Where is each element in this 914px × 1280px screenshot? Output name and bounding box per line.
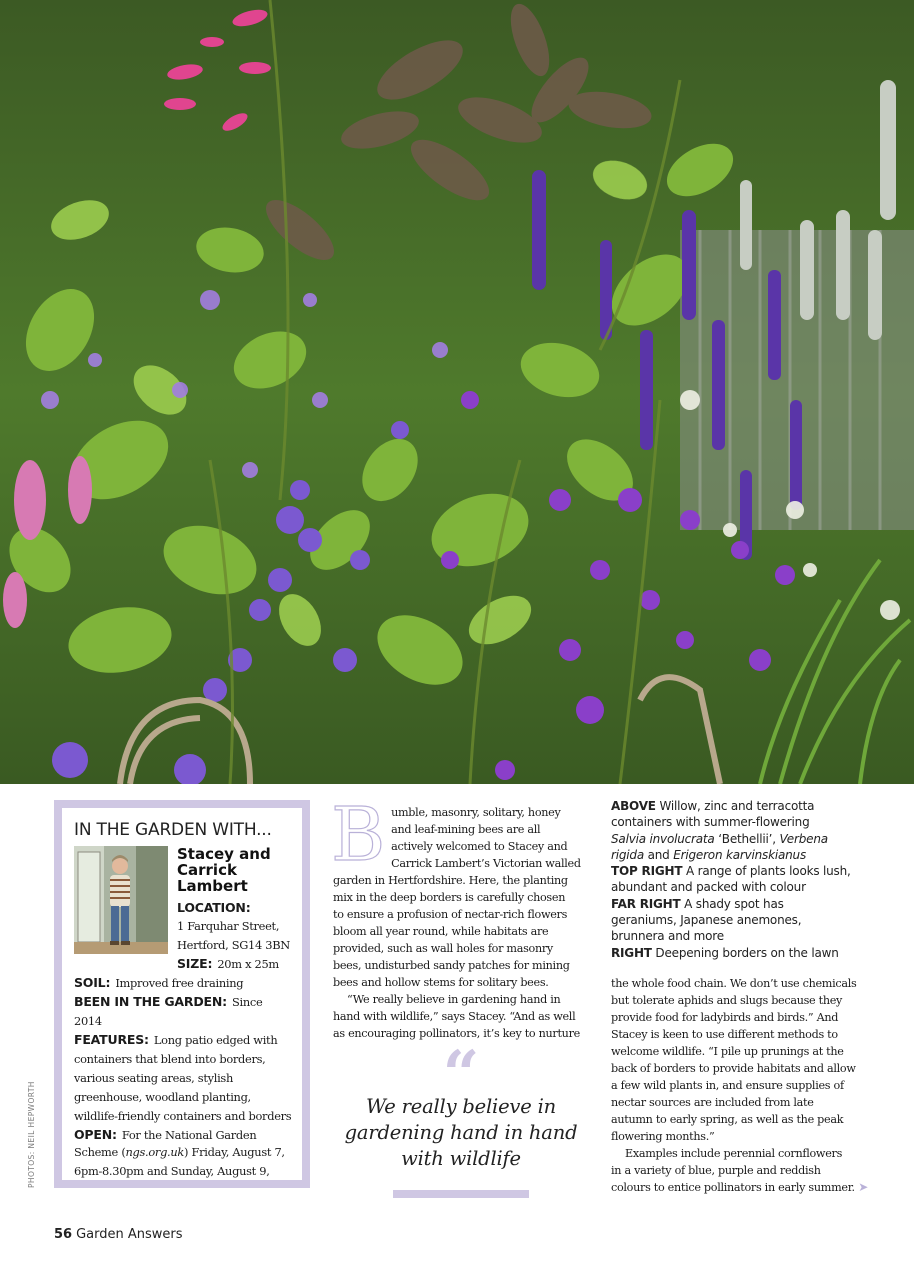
caption-right-l1: Deepening borders on the lawn	[655, 945, 839, 960]
location-label: LOCATION:	[177, 900, 251, 915]
open-line1: For the National Garden	[121, 1128, 257, 1142]
caption-above-label: ABOVE	[611, 799, 656, 813]
p1-line-1: umble, masonry, solitary, honey	[391, 806, 561, 819]
photo-captions	[611, 798, 873, 961]
article-paragraph-3	[611, 975, 873, 1145]
quote-marks-icon: “	[442, 1037, 480, 1112]
open-line3: 6pm-8.30pm and Sunday, August 9,	[74, 1164, 270, 1178]
soil-label: SOIL:	[74, 975, 111, 990]
pull-quote-rule	[393, 1190, 529, 1198]
caption-above-l2: containers with summer-flowering	[611, 815, 810, 830]
open-line2-pre: Scheme (	[74, 1145, 126, 1159]
caption-farright-l1: A shady spot has	[684, 896, 784, 911]
caption-above-l3-i2: Verbena	[779, 831, 828, 846]
caption-farright-label: FAR RIGHT	[611, 896, 681, 911]
caption-above-l1: Willow, zinc and terracotta	[659, 799, 815, 813]
pull-quote-line3: with wildlife	[401, 1147, 521, 1170]
open-label: OPEN:	[74, 1127, 117, 1142]
p2-line-3: as encouraging pollinators, it’s key to nurture	[333, 1027, 580, 1040]
location-line2: Hertford, SG14 3BN	[177, 938, 290, 952]
p1-line-11: bees and hollow stems for solitary bees.	[333, 976, 549, 989]
caption-topright-l1: A range of plants looks lush,	[685, 864, 851, 879]
article-column-2	[331, 792, 589, 1042]
info-box-heading: IN THE GARDEN WITH...	[74, 820, 272, 840]
been-label: BEEN IN THE GARDEN:	[74, 994, 227, 1009]
info-box	[54, 800, 310, 1188]
caption-above-l4-i2: Erigeron karvinskianus	[673, 847, 806, 862]
p1-line-5: garden in Hertfordshire. Here, the planting	[333, 874, 568, 887]
p3-line-7: a few wild plants in, and ensure supplies of	[611, 1078, 844, 1092]
owner-name-line1: Stacey and	[177, 845, 271, 863]
open-line2-post: ) Friday, August 7,	[184, 1145, 285, 1159]
p3-line-3: provide food for ladybirds and birds.” And	[611, 1010, 839, 1024]
features-line2: containers that blend into borders,	[74, 1052, 266, 1066]
p3-line-6: back of borders to provide habitats and allow	[611, 1061, 856, 1075]
article-column-3	[611, 798, 873, 1196]
size-label: SIZE:	[177, 956, 213, 971]
caption-farright-l3: brunnera and more	[611, 929, 724, 944]
p1-line-10: bees, undisturbed sandy patches for mining	[333, 959, 570, 972]
location-line1: 1 Farquhar Street,	[177, 919, 280, 933]
article-paragraph-2	[333, 991, 589, 1042]
p1-line-7: to ensure a profusion of nectar-rich flowers	[333, 908, 568, 921]
features-line3: various seating areas, stylish	[74, 1071, 234, 1085]
owner-name-line2: Carrick	[177, 861, 237, 879]
ngs-link[interactable]: ngs.org.uk	[125, 1145, 185, 1159]
p1-line-6: mix in the deep borders is carefully chosen	[333, 891, 566, 904]
photo-credit: PHOTOS: NEIL HEPWORTH	[27, 1081, 36, 1188]
features-line1: Long patio edged with	[153, 1033, 278, 1047]
p3-line-10: flowering months.”	[611, 1129, 715, 1143]
p4-line-3: colours to entice pollinators in early summer.	[611, 1180, 855, 1194]
p4-line-2: in a variety of blue, purple and reddish	[611, 1163, 821, 1177]
p3-line-9: autumn to early spring, as well as the peak	[611, 1112, 844, 1126]
owner-portrait	[74, 846, 168, 954]
magazine-name: Garden Answers	[76, 1227, 183, 1242]
caption-above-l4-i1: rigida	[611, 847, 644, 862]
open-line4	[74, 1183, 137, 1188]
size-value: 20m x 25m	[217, 957, 279, 971]
caption-above-l4-plain: and	[644, 847, 674, 862]
features-line5: wildlife-friendly containers and borders	[74, 1109, 292, 1123]
p3-line-4: Stacey is keen to use different methods to	[611, 1027, 838, 1041]
p1-line-2: and leaf-mining bees are all	[391, 823, 541, 836]
p2-line-2: hand with wildlife,” says Stacey. “And as well	[333, 1010, 576, 1023]
pull-quote-line1: We really believe in	[366, 1095, 556, 1118]
caption-right-label: RIGHT	[611, 945, 652, 960]
p4-line-1: Examples include perennial cornflowers	[625, 1146, 843, 1160]
pull-quote	[333, 1037, 589, 1198]
page-folio	[54, 1227, 183, 1242]
pull-quote-line2: gardening hand in hand	[344, 1121, 578, 1144]
caption-above-l3-i1: Salvia involucrata	[611, 831, 715, 846]
p1-line-9: provided, such as wall holes for masonry	[333, 942, 553, 955]
continue-arrow-icon: ➤	[854, 1179, 869, 1194]
caption-topright-l2: abundant and packed with colour	[611, 880, 806, 895]
p3-line-5: welcome wildlife. “I pile up prunings at the	[611, 1044, 844, 1058]
soil-value: Improved free draining	[115, 976, 244, 990]
p3-line-2: but tolerate aphids and slugs because they	[611, 993, 843, 1007]
p1-line-8: bloom all year round, while habitats are	[333, 925, 549, 938]
features-label: FEATURES:	[74, 1032, 149, 1047]
p3-line-8: nectar sources are included from late	[611, 1095, 814, 1109]
p1-line-4: Carrick Lambert’s Victorian walled	[391, 857, 581, 870]
drop-cap: B	[331, 792, 386, 878]
caption-farright-l2: geraniums, Japanese anemones,	[611, 913, 802, 928]
been-value: Since 2014	[74, 995, 263, 1028]
caption-topright-label: TOP RIGHT	[611, 864, 683, 879]
features-line4: greenhouse, woodland planting,	[74, 1090, 251, 1104]
p1-line-3: actively welcomed to Stacey and	[391, 840, 568, 853]
page-number: 56	[54, 1227, 73, 1242]
owner-name-line3: Lambert	[177, 877, 248, 895]
p2-line-1: “We really believe in gardening hand in	[347, 993, 561, 1006]
caption-above-l3-plain: ‘Bethellii’,	[714, 831, 780, 846]
article-paragraph-4	[611, 1145, 873, 1196]
p3-line-1: the whole food chain. We don’t use chemicals	[611, 976, 857, 990]
